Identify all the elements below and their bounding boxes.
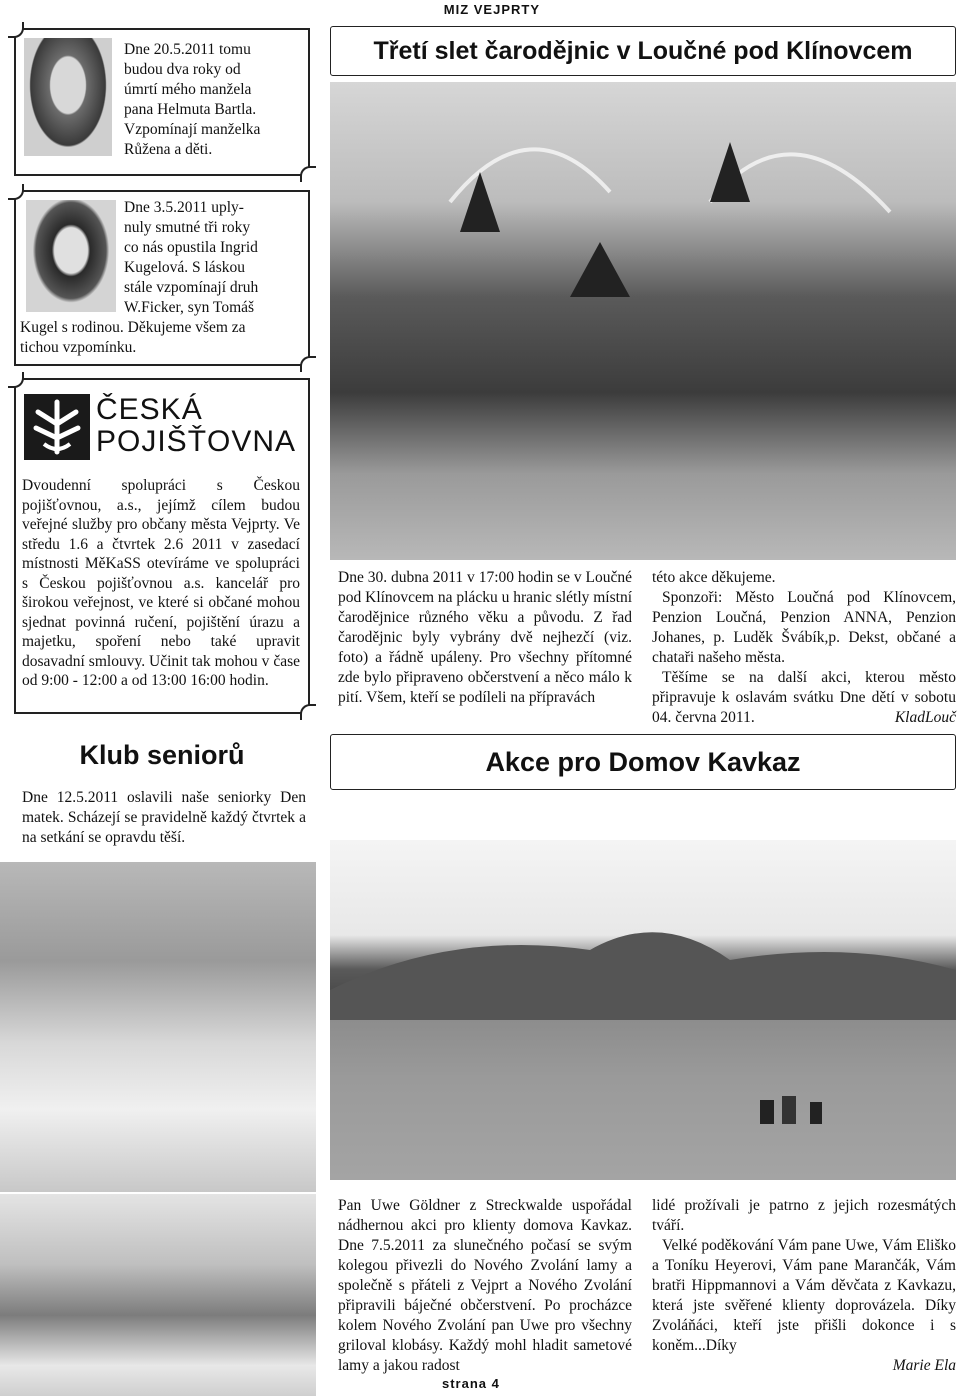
obituary-1-text: Dne 20.5.2011 tomu budou dva roky od úmrtí mého manžela pana Helmuta Bartla. Vzpomínají manželka Růžena a děti. <box>124 41 261 158</box>
kavkaz-col2: lidé prožívali je patrno z jejich rozesmátých tváří. Velké poděkování Vám pane Uwe, Vám Eliško a Toníku Heyerovi, Vám pane Marančák, Vám bratři Hippmannovi a Vám děvčata z Kavkazu, která jste svěřené klienty doprovázela. Díky Zvoláňáci, kteří jste přišli dokonce i s koněm...Díky Marie Ela <box>652 1197 956 1374</box>
witches-col1: Dne 30. dubna 2011 v 17:00 hodin se v Loučné pod Klínovcem na plácku u hranic slétly místní čarodějnice různého věku a původu. Z řad čarodějnic byly vybrány dvě nejhezčí (viz. foto) a řádně upáleny. Pro všechny přítomné zde bylo připraveno občerstvení a něco málo k pití. Všem, kteří se podíleli na přípravách <box>338 569 633 706</box>
seniors-photo-1 <box>0 862 316 1192</box>
seniors-title: Klub seniorů <box>79 739 245 770</box>
kavkaz-title: Akce pro Domov Kavkaz <box>330 734 956 790</box>
witches-col2: této akce děkujeme. Sponzoři: Město Loučná pod Klínovcem, Penzion Loučná, Penzion ANNA, Penzion Johanes, p. Luděk Švábík,p. Dekst, občané a chataři našeho města. Těšíme se na další akci, kterou město připravuje k oslavám svátku Dne dětí v sobotu 04. června 2011. KladLouč <box>652 569 956 726</box>
witches-photo <box>330 82 956 560</box>
obituary-2-text: Dne 3.5.2011 uply- nuly smutné tři roky co nás opustila Ingrid Kugelová. S láskou stále vzpomínají druh W.Ficker, syn Tomáš Kugel s rodinou. Děkujeme všem za tichou vzpomínku. <box>20 199 259 356</box>
page-number: strana 4 <box>442 1376 500 1391</box>
insurance-text: Dvoudenní spolupráci s Českou pojišťovnou, a.s., jejímž cílem budou veřejné služby pro občany města Vejprty. Ve středu 1.6 a čtvrtek 2.6 2011 v zasedací místnosti MěKaSS otevíráme ve spolupráci s Českou pojišťovnou a.s. kancelář pro širokou veřejnost, ve které si občané mohou sjednat povinná ručení, pojištění úrazu a majetku, spoření nebo také upravit dosavadní smlouvy. Učinit tak mohou v čase od 9:00 - 12:00 a od 13:00 16:00 hodin. <box>22 477 300 689</box>
ceska-pojistovna-logo-icon <box>24 394 90 460</box>
logo-text: ČESKÁ POJIŠŤOVNA <box>96 393 297 458</box>
section-header: MIZ VEJPRTY <box>443 2 540 17</box>
seniors-photo-2 <box>0 1194 316 1396</box>
kavkaz-col1: Pan Uwe Göldner z Streckwalde uspořádal nádhernou akci pro klienty domova Kavkaz. Dne 7.5.2011 za slunečného počasí se svým kolegou přivezli do Nového Zvolání lamy a společně s přáteli z Vejprt a Nového Zvolání připravili báječné občerstvení. Po procházce kolem Nového Zvolání pan Uwe pro všechny griloval klobásy. Každý mohl hladit sametové lamy a jakou radost <box>338 1197 632 1374</box>
portrait-photo-man <box>24 38 112 156</box>
seniors-text: Dne 12.5.2011 oslavili naše seniorky Den matek. Scházejí se pravidelně každý čtvrtek a na setkání se opravdu těší. <box>22 789 306 846</box>
witches-title: Třetí slet čarodějnic v Loučné pod Klínovcem <box>330 26 956 76</box>
kavkaz-landscape-photo <box>330 840 956 1180</box>
